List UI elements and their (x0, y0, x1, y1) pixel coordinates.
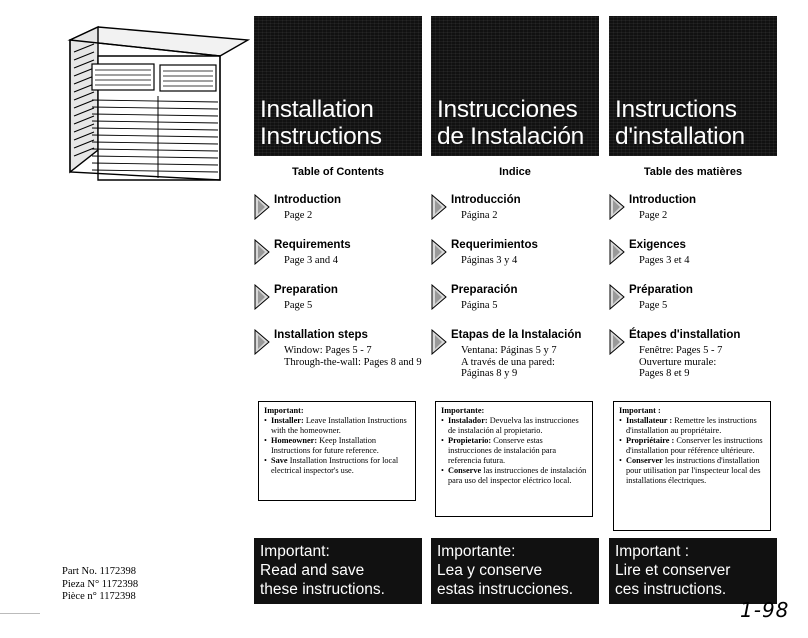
toc-entry-page: Page 2 (639, 210, 668, 221)
important-box (613, 401, 771, 531)
toc-entry-page: Through-the-wall: Pages 8 and 9 (284, 356, 422, 368)
toc-entry-title: Introducción (451, 194, 521, 206)
toc-header: Table des matières (643, 166, 743, 178)
air-conditioner-illustration (50, 22, 250, 187)
important-banner: Important: Read and save these instructions. (254, 538, 422, 604)
toc-entry-page: A través de una pared: (461, 356, 555, 368)
part-number-block (62, 566, 138, 604)
toc-entry-page: Fenêtre: Pages 5 - 7 (639, 345, 723, 356)
toc-entry-page: Páginas 3 y 4 (461, 255, 518, 266)
important-item: • Propriétaire : Conserver les instructions d'installation pour référence ultérieure. (619, 436, 765, 456)
title-banner (254, 16, 422, 156)
toc-entry-title: Préparation (629, 284, 693, 296)
arrow-icon (609, 329, 625, 355)
arrow-icon (431, 284, 447, 310)
toc-entry-title: Requirements (274, 239, 351, 251)
important-banner: Important : Lire et conserver ces instructions. (609, 538, 777, 604)
arrow-icon (254, 239, 270, 265)
important-item: • Conserve las instrucciones de instalación para uso del inspector eléctrico local. (441, 466, 587, 486)
toc-entry-page: Page 5 (639, 300, 668, 311)
toc-entry-title: Exigences (629, 239, 686, 251)
toc-entry-page: Ventana: Páginas 5 y 7 (461, 345, 557, 356)
arrow-icon (609, 239, 625, 265)
column-french (609, 16, 777, 606)
part-number: Part No. 1172398 (62, 566, 136, 577)
banner-title: Installation Instructions (260, 96, 382, 150)
toc-entry-page: Página 2 (461, 210, 498, 221)
arrow-icon (431, 194, 447, 220)
important-item: • Save Installation Instructions for local electrical inspector's use. (264, 456, 410, 476)
title-banner (609, 16, 777, 156)
important-item: • Instalador: Devuelva las instrucciones de instalación al propietario. (441, 416, 587, 436)
arrow-icon (254, 329, 270, 355)
important-item: • Conserver les instructions d'installation pour utilisation par l'inspecteur local des installations électriques. (619, 456, 765, 486)
column-english (254, 16, 422, 606)
arrow-icon (609, 194, 625, 220)
arrow-icon (254, 194, 270, 220)
toc-entry-page: Página 5 (461, 300, 498, 311)
arrow-icon (609, 284, 625, 310)
toc-entry-title: Etapas de la Instalación (451, 329, 582, 341)
banner-title: Instructions d'installation (615, 96, 745, 150)
toc-entry-page: Ouverture murale: (639, 356, 717, 368)
banner-title: Instrucciones de Instalación (437, 96, 584, 150)
toc-entry-page: Pages 3 et 4 (639, 255, 690, 266)
important-box (258, 401, 416, 501)
arrow-icon (431, 239, 447, 265)
toc-entry-page: Page 5 (284, 300, 313, 311)
important-heading: Importante: (441, 406, 485, 415)
toc-header: Table of Contents (291, 166, 385, 178)
divider (0, 613, 40, 614)
column-spanish (431, 16, 599, 606)
toc-entry-title: Installation steps (274, 329, 368, 341)
important-item: • Homeowner: Keep Installation Instructions for future reference. (264, 436, 410, 456)
toc-entry-title: Preparation (274, 284, 338, 296)
toc-entry-title: Introduction (274, 194, 342, 206)
important-heading: Important: (264, 406, 304, 415)
arrow-icon (431, 329, 447, 355)
important-heading: Important : (619, 406, 661, 415)
toc-entry-page: Page 2 (284, 210, 313, 221)
important-item: • Propietario: Conserve estas instrucciones de instalación para referencia futura. (441, 436, 587, 466)
toc-entry-title: Étapes d'installation (629, 329, 741, 341)
toc-entry-page: Window: Pages 5 - 7 (284, 345, 372, 356)
part-number: Pièce n° 1172398 (62, 591, 136, 602)
toc-header: Indice (499, 166, 531, 178)
toc-entry-title: Preparación (451, 284, 518, 296)
important-banner: Importante: Lea y conserve estas instrucciones. (431, 538, 599, 604)
toc-entry-title: Introduction (629, 194, 697, 206)
toc-entry-page: Páginas 8 y 9 (461, 368, 518, 379)
toc-entry-page: Page 3 and 4 (284, 255, 338, 266)
important-item: • Installateur : Remettre les instructions d'installation au propriétaire. (619, 416, 765, 436)
part-number: Pieza N° 1172398 (62, 578, 139, 590)
title-banner (431, 16, 599, 156)
toc-entry-title: Requerimientos (451, 239, 538, 251)
important-item: • Installer: Leave Installation Instructions with the homeowner. (264, 416, 410, 436)
toc-entry-page: Pages 8 et 9 (639, 368, 690, 379)
arrow-icon (254, 284, 270, 310)
important-box (435, 401, 593, 517)
handwritten-note: 1-98 (740, 598, 790, 622)
